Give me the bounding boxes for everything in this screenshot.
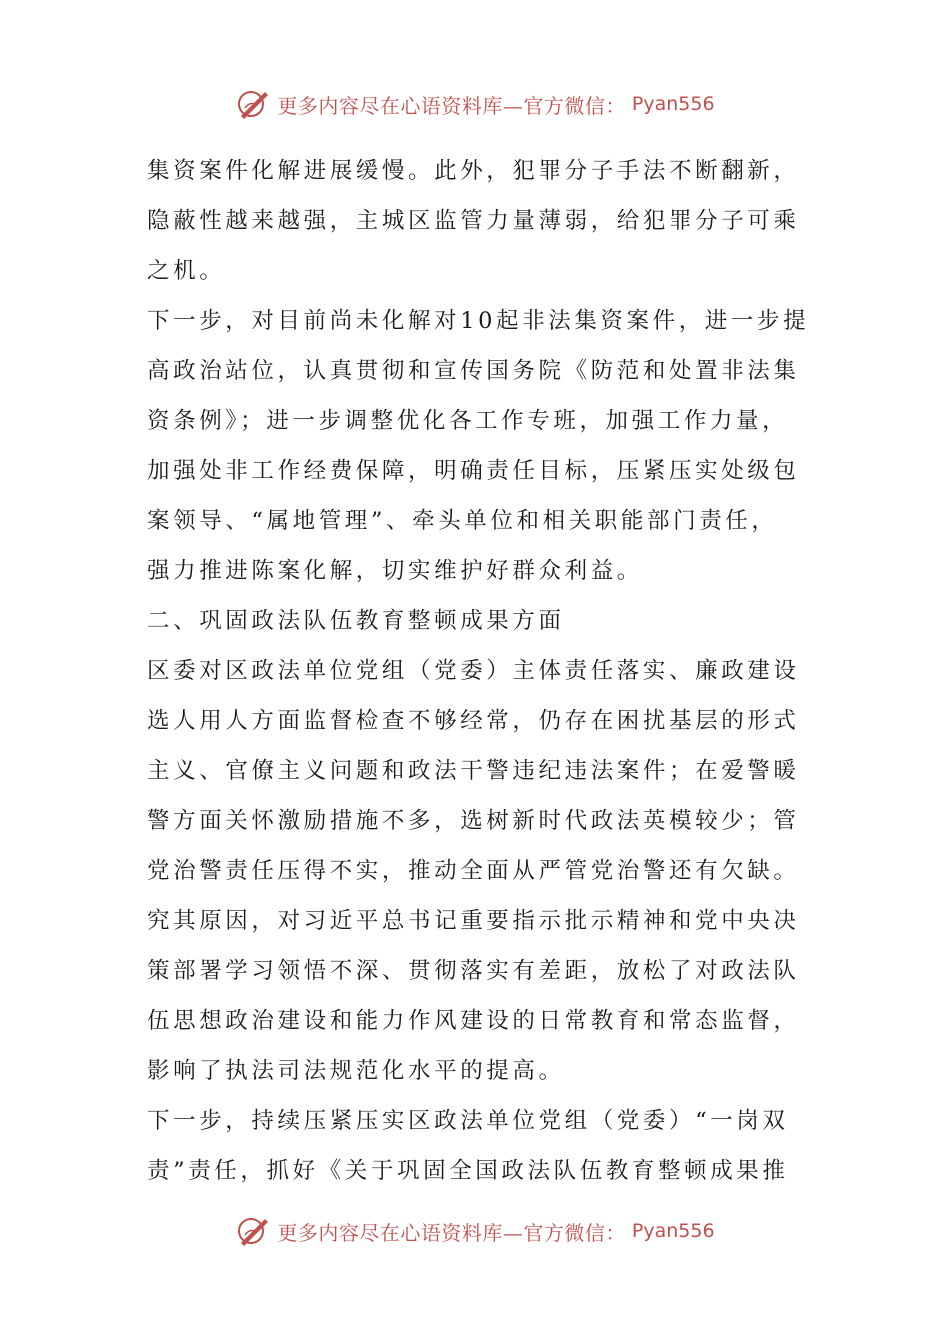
watermark-text: 更多内容尽在心语资料库—官方微信： [277,93,626,118]
document-body [147,146,810,1196]
text-line: 选人用人方面监督检查不够经常，仍存在困扰基层的形式 [147,708,800,734]
watermark-text: 更多内容尽在心语资料库—官方微信： [277,1220,626,1245]
text-line: 警方面关怀激励措施不多，选树新时代政法英模较少；管 [147,808,800,834]
pen-logo-icon [235,86,271,122]
text-line: 集资案件化解进展缓慢。此外，犯罪分子手法不断翻新， [147,158,800,184]
text-line: 责”责任，抓好《关于巩固全国政法队伍教育整顿成果推 [147,1158,789,1184]
watermark-handle: Pyan556 [631,1220,715,1242]
text-line: 主义、官僚主义问题和政法干警违纪违法案件；在爱警暖 [147,758,800,784]
pen-logo-icon [235,1213,271,1249]
text-line: 区委对区政法单位党组（党委）主体责任落实、廉政建设 [147,658,800,684]
text-line: 之机。 [147,258,226,284]
text-line: 伍思想政治建设和能力作风建设的日常教育和常态监督， [147,1008,800,1034]
text-line: 高政治站位，认真贯彻和宣传国务院《防范和处置非法集 [147,358,800,384]
text-line: 强力推进陈案化解，切实维护好群众利益。 [147,558,643,584]
text-line: 策部署学习领悟不深、贯彻落实有差距，放松了对政法队 [147,958,800,984]
text-line: 究其原因，对习近平总书记重要指示批示精神和党中央决 [147,908,800,934]
section-heading: 二、巩固政法队伍教育整顿成果方面 [147,608,565,634]
text-line: 下一步，对目前尚未化解对10起非法集资案件，进一步提 [147,308,810,334]
text-line: 加强处非工作经费保障，明确责任目标，压紧压实处级包 [147,458,800,484]
text-line: 资条例》；进一步调整优化各工作专班，加强工作力量， [147,408,789,434]
text-line: 案领导、“属地管理”、牵头单位和相关职能部门责任， [147,508,778,534]
text-line: 下一步，持续压紧压实区政法单位党组（党委）“一岗双 [147,1108,789,1134]
header-watermark [0,84,950,124]
text-line: 隐蔽性越来越强，主城区监管力量薄弱，给犯罪分子可乘 [147,208,800,234]
text-line: 影响了执法司法规范化水平的提高。 [147,1058,565,1084]
footer-watermark [0,1211,950,1251]
text-line: 党治警责任压得不实，推动全面从严管党治警还有欠缺。 [147,858,800,884]
watermark-handle: Pyan556 [631,93,715,115]
